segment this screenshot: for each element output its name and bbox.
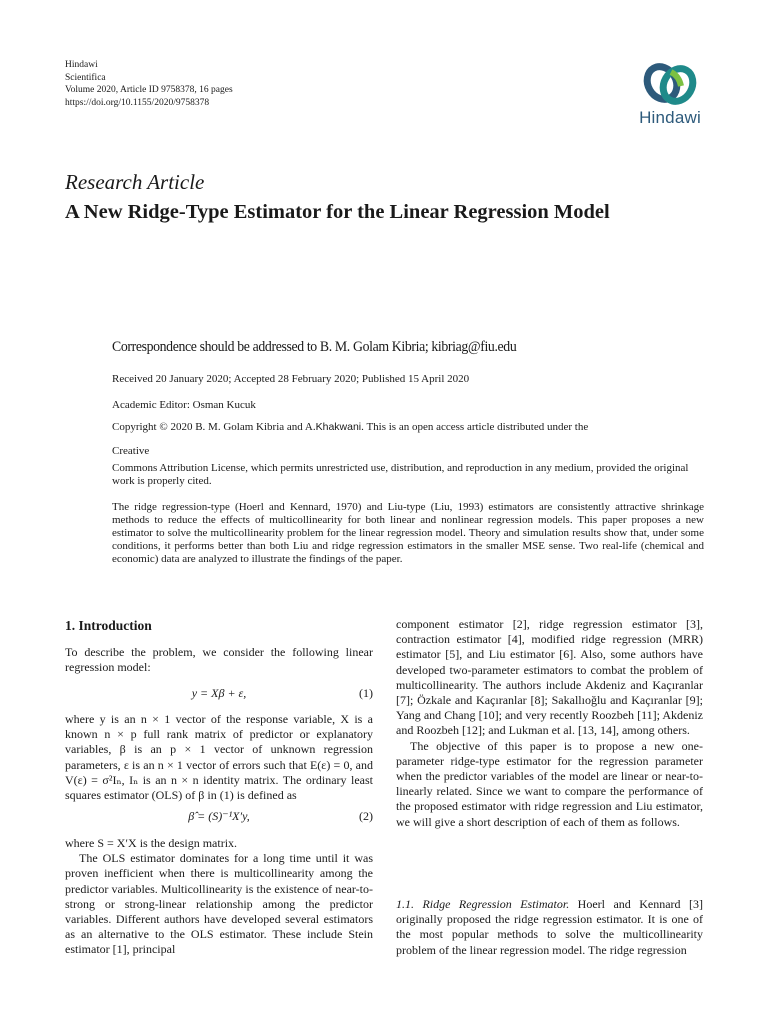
creative-label: Creative bbox=[112, 445, 150, 457]
paragraph-text: Hoerl and Kennard [3] originally proposed the ridge regression estimator. It is one of the most popular methods to solve the multicollinearity problem of the linear regression model. The ridge regression bbox=[396, 897, 703, 957]
equation-number: (2) bbox=[359, 809, 373, 823]
paragraph-text: The objective of this paper is to propose a new one-parameter ridge-type estimator for the regression parameter when the predictor variables of the model are linear or near-to-linearly related. Since we want to compare the performance of the proposed estimator with ridge regression and Liu estimator, we will give a short description of each of them as follows. bbox=[396, 738, 703, 829]
article-type: Research Article bbox=[65, 170, 205, 194]
equation-body: y = Xβ + ε, bbox=[191, 686, 247, 700]
intro-paragraph-1 bbox=[65, 645, 373, 675]
intro-paragraph-3 bbox=[65, 836, 373, 958]
copyright-text-b: . This is an open access article distributed under the bbox=[361, 421, 589, 433]
hindawi-logo bbox=[632, 60, 708, 128]
copyright-author-name: Khakwani bbox=[315, 421, 362, 433]
copyright-text-a: Copyright © 2020 B. M. Golam Kibria and A. bbox=[112, 421, 316, 433]
equation-2 bbox=[65, 809, 373, 825]
journal-metadata bbox=[65, 59, 233, 109]
intro-right-paragraphs bbox=[396, 617, 703, 830]
intro-paragraph-2 bbox=[65, 712, 373, 803]
section-heading: 1. Introduction bbox=[65, 618, 152, 633]
equation-1 bbox=[65, 686, 373, 702]
doi-link[interactable]: https://doi.org/10.1155/2020/9758378 bbox=[65, 97, 210, 108]
equation-body: β̂ = (S)⁻¹X′y, bbox=[188, 809, 250, 823]
paragraph-text: where S = X′X is the design matrix. bbox=[65, 836, 238, 850]
paragraph-text: To describe the problem, we consider the following linear regression model: bbox=[65, 645, 373, 675]
paper-title: A New Ridge-Type Estimator for the Linear Regression Model bbox=[65, 201, 610, 223]
paragraph-text: component estimator [2], ridge regression estimator [3], contraction estimator [4], modified ridge regression (MRR) estimator [5], and Liu estimator [6]. Also, some authors have developed two-parameter estimators to combat the problem of multicollinearity. The authors include Akdeniz and Kaçıranlar [7]; Özkale and Kaçıranlar [8]; Sakallıoğlu and Kaçıranlar [9]; Yang and Chang [10]; and very recently Roozbeh [11]; Akdeniz and Roozbeh [12]; and Lukman et al. [13, 14], among others. bbox=[396, 617, 703, 738]
hindawi-rings-icon bbox=[641, 60, 699, 108]
subsection-heading: 1.1. Ridge Regression Estimator. bbox=[396, 897, 570, 911]
copyright-line bbox=[112, 421, 588, 434]
publisher-name: Hindawi bbox=[65, 60, 98, 70]
logo-text: Hindawi bbox=[639, 108, 701, 127]
license-text: Commons Attribution License, which permits unrestricted use, distribution, and reproduction in any medium, provided the original work is properly cited. bbox=[112, 462, 689, 487]
abstract: The ridge regression-type (Hoerl and Kennard, 1970) and Liu-type (Liu, 1993) estimators are consistently attractive shrinkage methods to reduce the effects of multicollinearity for both linear and nonlinear regression models. This paper proposes a new estimator to solve the multicollinearity problem for the linear regression model. Theory and simulation results show that, under some conditions, it performs better than both Liu and ridge regression estimators in the smaller MSE sense. Two real-life (chemical and economic) data are analyzed to illustrate the findings of the paper. bbox=[112, 501, 704, 565]
paragraph-text: The OLS estimator dominates for a long time until it was proven inefficient when there is multicollinearity among the predictor variables. Multicollinearity is the existence of near-to-strong or strong-linear relationship among the predictor variables. Different authors have developed several estimators as an alternative to the OLS estimator. These include Stein estimator [1], principal bbox=[65, 851, 373, 957]
academic-editor: Academic Editor: Osman Kucuk bbox=[112, 399, 256, 411]
correspondence: Correspondence should be addressed to B. M. Golam Kibria; kibriag@fiu.edu bbox=[112, 339, 517, 355]
publication-dates: Received 20 January 2020; Accepted 28 February 2020; Published 15 April 2020 bbox=[112, 373, 470, 385]
equation-number: (1) bbox=[359, 686, 373, 700]
paragraph-text: where y is an n × 1 vector of the response variable, X is a known n × p full rank matrix of predictor or explanatory variables, β is an p × 1 vector of unknown regression parameters, ε is an n × 1 vector of errors such that E(ε) = 0, and V(ε) = σ²Iₙ, Iₙ is an n × n identity matrix. The ordinary least squares estimator (OLS) of β in (1) is defined as bbox=[65, 712, 373, 803]
subsection-ridge bbox=[396, 897, 703, 958]
journal-name: Scientifica bbox=[65, 72, 106, 83]
volume-line: Volume 2020, Article ID 9758378, 16 pages bbox=[65, 85, 233, 96]
